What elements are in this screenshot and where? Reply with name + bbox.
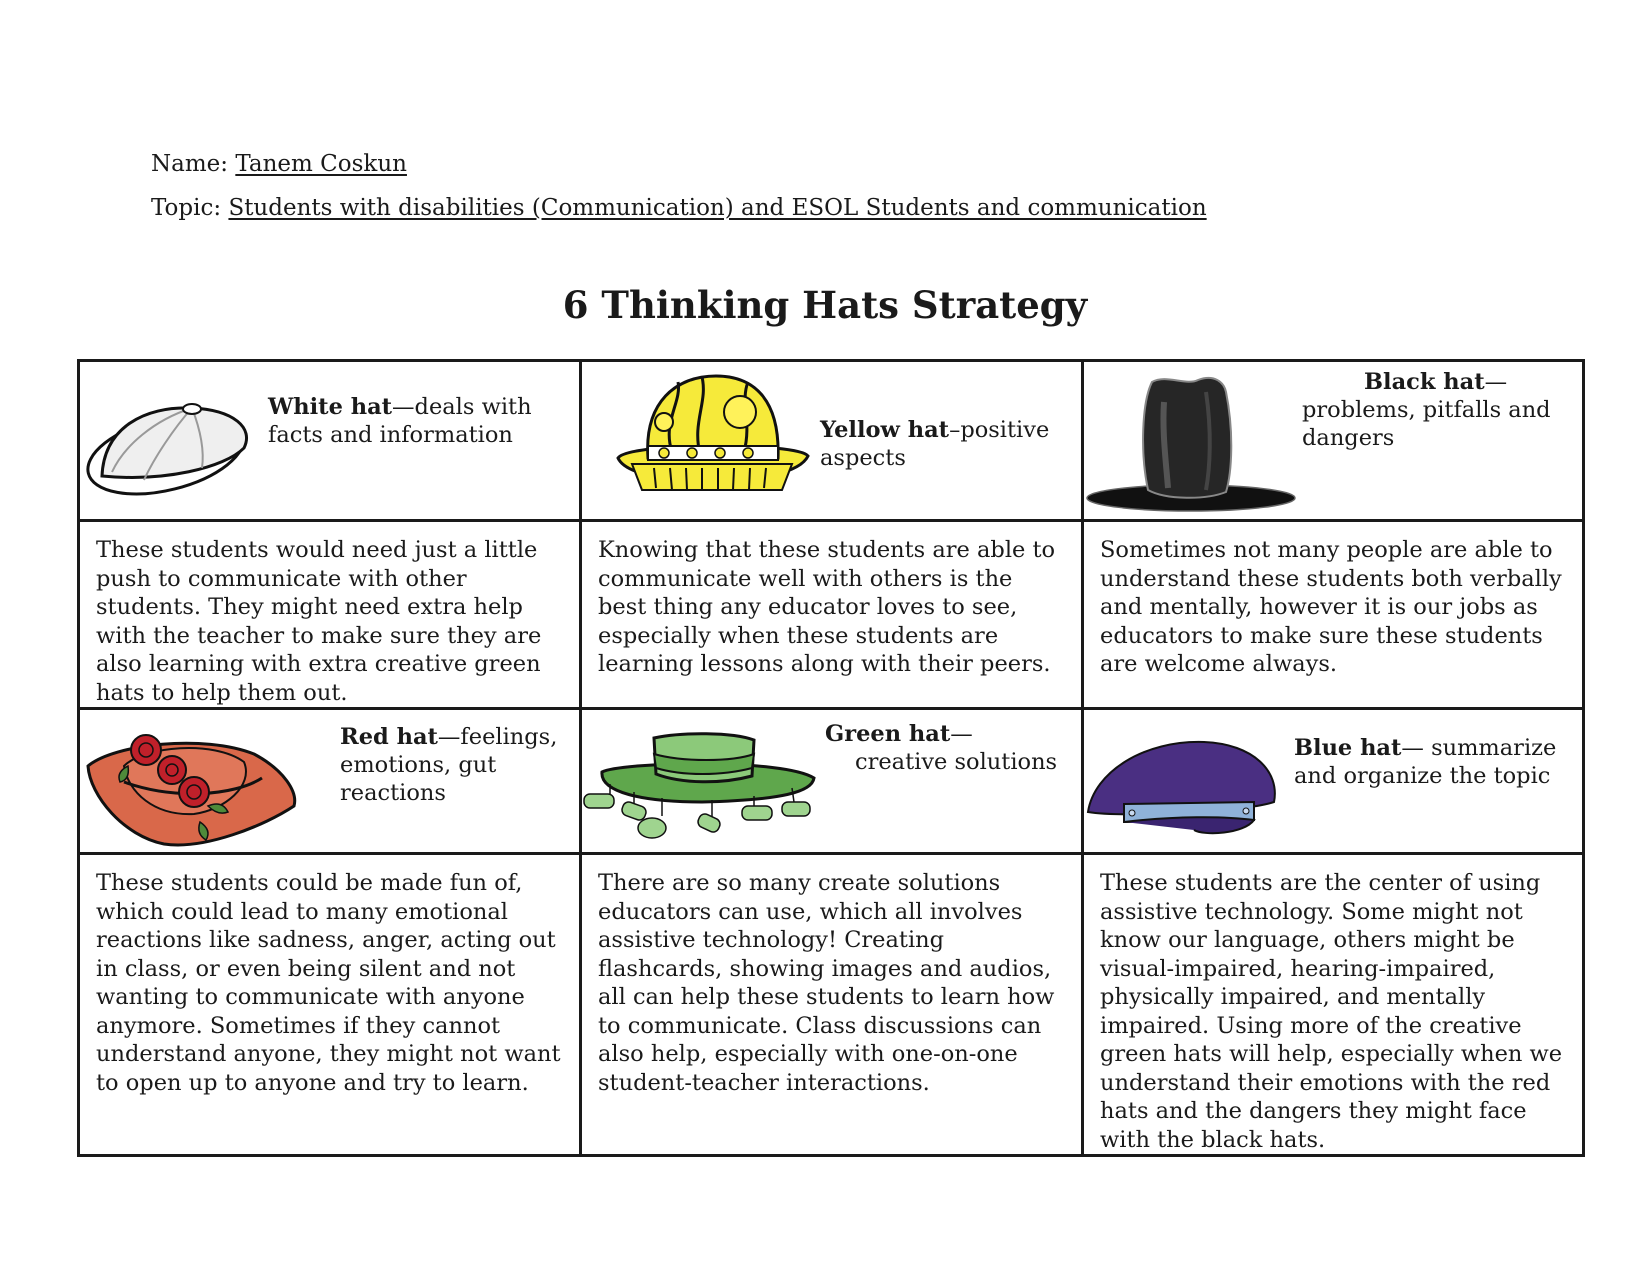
white-hat-sep: — (392, 394, 415, 420)
page-title: 6 Thinking Hats Strategy (562, 283, 1088, 327)
black-hat-cell (1083, 361, 1584, 521)
topic-label: Topic: (151, 195, 222, 221)
red-hat-name: Red hat (340, 724, 438, 750)
blue-hat-desc: summarize and organize the topic (1294, 735, 1557, 789)
black-hat-name: Black hat (1364, 369, 1485, 395)
white-hat-icon (84, 398, 259, 498)
black-hat-label (1302, 368, 1572, 452)
black-hat-desc: problems, pitfalls and dangers (1302, 397, 1551, 451)
green-hat-cell (581, 709, 1083, 854)
green-hat-label (825, 720, 1075, 776)
black-hat-sep: — (1484, 369, 1508, 395)
red-hat-icon (84, 726, 304, 852)
white-hat-response: These students would need just a little push to communicate with other students. They might need extra help with the teacher to make sure they are also learning with extra creative green hats to help them out. (96, 537, 542, 706)
yellow-hat-response: Knowing that these students are able to communicate well with others is the best thing any educator loves to see, especially when these students are learning lessons along with their peers. (598, 537, 1056, 677)
blue-hat-response: These students are the center of using assistive technology. Some might not know our language, others might be visual-impaired, hearing-impaired, physically impaired, and mentally impaired. Using more of the creative green hats will help, especially when we understand their emotions with the red hats and the dangers they might face with the black hats. (1100, 870, 1563, 1153)
white-hat-desc: deals with facts and information (268, 394, 532, 448)
blue-hat-icon (1084, 736, 1284, 842)
yellow-hat-label (820, 416, 1070, 472)
name-label: Name: (151, 151, 229, 177)
blue-hat-cell (1083, 709, 1584, 854)
blue-hat-sep: — (1401, 735, 1432, 761)
black-hat-response: Sometimes not many people are able to understand these students both verbally and mentally, however it is our jobs as educators to make sure these students are welcome always. (1100, 537, 1562, 677)
white-hat-cell (79, 361, 581, 521)
green-hat-icon (582, 732, 822, 848)
topic-line (151, 195, 1207, 221)
hats-table (77, 359, 1585, 1157)
blue-hat-label (1294, 734, 1574, 790)
green-hat-name: Green hat (825, 721, 951, 747)
yellow-hat-icon (612, 372, 812, 504)
red-hat-cell (79, 709, 581, 854)
name-line (151, 151, 407, 177)
yellow-hat-sep: – (949, 417, 961, 443)
name-value: Tanem Coskun (235, 151, 407, 177)
green-hat-desc: creative solutions (855, 749, 1058, 775)
red-hat-label (340, 723, 570, 807)
yellow-hat-cell (581, 361, 1083, 521)
red-hat-response: These students could be made fun of, which could lead to many emotional reactions like sadness, anger, acting out in class, or even being silent and not wanting to communicate with anyone anymore. Sometimes if they cannot understand anyone, they might not want to open up to anyone and try to learn. (96, 870, 561, 1096)
red-hat-sep: — (437, 724, 461, 750)
yellow-hat-desc: positive aspects (820, 417, 1050, 471)
white-hat-name: White hat (268, 394, 393, 420)
black-hat-icon (1086, 372, 1296, 512)
yellow-hat-name: Yellow hat (820, 417, 950, 443)
white-hat-label (268, 393, 568, 449)
green-hat-response: There are so many create solutions educators can use, which all involves assistive technology! Creating flashcards, showing images and audios, all can help these students to learn how to communicate. Class discussions can also help, especially with one-on-one student-teacher interactions. (598, 870, 1055, 1096)
topic-value: Students with disabilities (Communication) and ESOL Students and communication (228, 195, 1207, 221)
green-hat-sep: — (950, 721, 973, 747)
red-hat-desc: feelings, emotions, gut reactions (340, 724, 558, 806)
blue-hat-name: Blue hat (1294, 735, 1402, 761)
